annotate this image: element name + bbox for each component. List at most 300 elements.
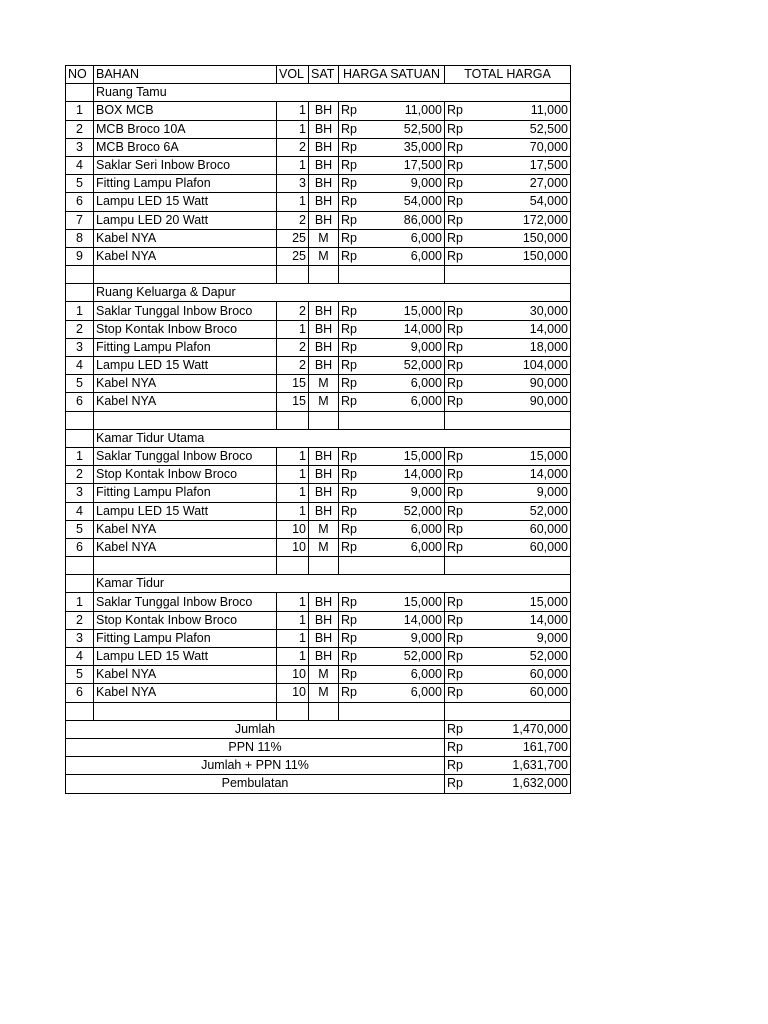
item-total-harga[interactable]: 54,000 bbox=[485, 193, 571, 211]
empty-row bbox=[66, 266, 571, 284]
item-sat[interactable]: BH bbox=[309, 138, 339, 156]
item-currency[interactable]: Rp bbox=[339, 648, 379, 666]
item-total-harga[interactable]: 18,000 bbox=[485, 338, 571, 356]
table-row bbox=[66, 338, 571, 356]
table-row bbox=[66, 156, 571, 174]
item-currency[interactable]: Rp bbox=[339, 193, 379, 211]
item-currency[interactable]: Rp bbox=[339, 211, 379, 229]
item-vol[interactable]: 2 bbox=[277, 338, 309, 356]
empty-row bbox=[66, 702, 571, 720]
item-harga-satuan[interactable]: 54,000 bbox=[379, 193, 445, 211]
item-currency[interactable]: Rp bbox=[339, 484, 379, 502]
empty-cell[interactable] bbox=[339, 557, 445, 575]
header-bahan[interactable]: BAHAN bbox=[94, 66, 277, 84]
item-vol[interactable]: 25 bbox=[277, 247, 309, 265]
empty-cell[interactable] bbox=[309, 702, 339, 720]
item-no[interactable]: 8 bbox=[66, 229, 94, 247]
item-harga-satuan[interactable]: 86,000 bbox=[379, 211, 445, 229]
item-total-harga[interactable]: 14,000 bbox=[485, 611, 571, 629]
item-currency[interactable]: Rp bbox=[339, 102, 379, 120]
empty-cell[interactable] bbox=[277, 411, 309, 429]
table-row bbox=[66, 120, 571, 138]
table-row bbox=[66, 648, 571, 666]
section-title[interactable]: Kamar Tidur Utama bbox=[94, 429, 571, 447]
item-vol[interactable]: 1 bbox=[277, 611, 309, 629]
item-harga-satuan[interactable]: 14,000 bbox=[379, 320, 445, 338]
item-no[interactable]: 5 bbox=[66, 520, 94, 538]
item-currency[interactable]: Rp bbox=[445, 611, 485, 629]
table-row bbox=[66, 357, 571, 375]
table-row bbox=[66, 375, 571, 393]
summary-row bbox=[66, 738, 571, 756]
item-harga-satuan[interactable]: 15,000 bbox=[379, 593, 445, 611]
item-harga-satuan[interactable]: 9,000 bbox=[379, 484, 445, 502]
item-sat[interactable]: BH bbox=[309, 302, 339, 320]
item-currency[interactable]: Rp bbox=[445, 484, 485, 502]
item-currency[interactable]: Rp bbox=[445, 502, 485, 520]
item-harga-satuan[interactable]: 52,000 bbox=[379, 502, 445, 520]
section-title[interactable]: Kamar Tidur bbox=[94, 575, 571, 593]
item-total-harga[interactable]: 52,000 bbox=[485, 648, 571, 666]
empty-cell[interactable] bbox=[94, 411, 277, 429]
item-currency[interactable]: Rp bbox=[339, 357, 379, 375]
item-no[interactable]: 3 bbox=[66, 629, 94, 647]
empty-cell[interactable] bbox=[277, 702, 309, 720]
item-total-harga[interactable]: 60,000 bbox=[485, 520, 571, 538]
item-bahan[interactable]: Fitting Lampu Plafon bbox=[94, 629, 277, 647]
item-vol[interactable]: 2 bbox=[277, 302, 309, 320]
item-harga-satuan[interactable]: 6,000 bbox=[379, 393, 445, 411]
item-no[interactable]: 4 bbox=[66, 357, 94, 375]
item-sat[interactable]: BH bbox=[309, 502, 339, 520]
empty-cell[interactable] bbox=[445, 266, 571, 284]
item-bahan[interactable]: Saklar Seri Inbow Broco bbox=[94, 156, 277, 174]
table-row bbox=[66, 193, 571, 211]
item-bahan[interactable]: Lampu LED 15 Watt bbox=[94, 648, 277, 666]
item-total-harga[interactable]: 150,000 bbox=[485, 229, 571, 247]
summary-currency[interactable]: Rp bbox=[445, 757, 485, 775]
item-bahan[interactable]: Stop Kontak Inbow Broco bbox=[94, 320, 277, 338]
item-currency[interactable]: Rp bbox=[339, 302, 379, 320]
item-bahan[interactable]: Kabel NYA bbox=[94, 247, 277, 265]
summary-value[interactable]: 1,470,000 bbox=[485, 720, 571, 738]
summary-label[interactable]: Jumlah + PPN 11% bbox=[66, 757, 445, 775]
item-total-harga[interactable]: 27,000 bbox=[485, 175, 571, 193]
item-bahan[interactable]: MCB Broco 6A bbox=[94, 138, 277, 156]
item-bahan[interactable]: Stop Kontak Inbow Broco bbox=[94, 466, 277, 484]
item-bahan[interactable]: Saklar Tunggal Inbow Broco bbox=[94, 302, 277, 320]
header-total-harga[interactable]: TOTAL HARGA bbox=[445, 66, 571, 84]
item-bahan[interactable]: Lampu LED 20 Watt bbox=[94, 211, 277, 229]
section-header-row bbox=[66, 284, 571, 302]
item-no[interactable]: 9 bbox=[66, 247, 94, 265]
item-harga-satuan[interactable]: 17,500 bbox=[379, 156, 445, 174]
item-total-harga[interactable]: 70,000 bbox=[485, 138, 571, 156]
item-vol[interactable]: 15 bbox=[277, 393, 309, 411]
item-no[interactable]: 1 bbox=[66, 447, 94, 465]
item-bahan[interactable]: Kabel NYA bbox=[94, 393, 277, 411]
item-sat[interactable]: BH bbox=[309, 611, 339, 629]
item-currency[interactable]: Rp bbox=[339, 629, 379, 647]
item-total-harga[interactable]: 15,000 bbox=[485, 447, 571, 465]
item-sat[interactable]: BH bbox=[309, 320, 339, 338]
item-vol[interactable]: 1 bbox=[277, 466, 309, 484]
summary-row bbox=[66, 720, 571, 738]
item-currency[interactable]: Rp bbox=[339, 611, 379, 629]
section-title[interactable]: Ruang Keluarga & Dapur bbox=[94, 284, 571, 302]
item-bahan[interactable]: Lampu LED 15 Watt bbox=[94, 502, 277, 520]
item-harga-satuan[interactable]: 9,000 bbox=[379, 338, 445, 356]
empty-cell[interactable] bbox=[309, 266, 339, 284]
item-total-harga[interactable]: 52,500 bbox=[485, 120, 571, 138]
item-vol[interactable]: 1 bbox=[277, 120, 309, 138]
item-sat[interactable]: BH bbox=[309, 466, 339, 484]
item-sat[interactable]: BH bbox=[309, 447, 339, 465]
empty-cell[interactable] bbox=[66, 702, 94, 720]
item-currency[interactable]: Rp bbox=[445, 375, 485, 393]
item-vol[interactable]: 1 bbox=[277, 593, 309, 611]
item-bahan[interactable]: Stop Kontak Inbow Broco bbox=[94, 611, 277, 629]
empty-cell[interactable] bbox=[94, 702, 277, 720]
table-row bbox=[66, 538, 571, 556]
table-row bbox=[66, 393, 571, 411]
item-total-harga[interactable]: 15,000 bbox=[485, 593, 571, 611]
empty-cell[interactable] bbox=[309, 411, 339, 429]
item-currency[interactable]: Rp bbox=[339, 175, 379, 193]
item-bahan[interactable]: Kabel NYA bbox=[94, 666, 277, 684]
item-sat[interactable]: BH bbox=[309, 156, 339, 174]
item-currency[interactable]: Rp bbox=[445, 156, 485, 174]
item-currency[interactable]: Rp bbox=[445, 120, 485, 138]
item-sat[interactable]: BH bbox=[309, 484, 339, 502]
item-no[interactable]: 2 bbox=[66, 120, 94, 138]
item-total-harga[interactable]: 90,000 bbox=[485, 375, 571, 393]
item-no[interactable]: 3 bbox=[66, 138, 94, 156]
section-blank-cell[interactable] bbox=[66, 429, 94, 447]
item-currency[interactable]: Rp bbox=[339, 393, 379, 411]
item-currency[interactable]: Rp bbox=[339, 156, 379, 174]
item-vol[interactable]: 1 bbox=[277, 447, 309, 465]
item-no[interactable]: 1 bbox=[66, 593, 94, 611]
item-vol[interactable]: 15 bbox=[277, 375, 309, 393]
item-sat[interactable]: BH bbox=[309, 593, 339, 611]
item-currency[interactable]: Rp bbox=[339, 375, 379, 393]
table-row bbox=[66, 684, 571, 702]
item-no[interactable]: 2 bbox=[66, 611, 94, 629]
empty-cell[interactable] bbox=[66, 266, 94, 284]
item-sat[interactable]: M bbox=[309, 684, 339, 702]
summary-value[interactable]: 161,700 bbox=[485, 738, 571, 756]
empty-cell[interactable] bbox=[66, 557, 94, 575]
item-sat[interactable]: BH bbox=[309, 648, 339, 666]
item-total-harga[interactable]: 150,000 bbox=[485, 247, 571, 265]
empty-row bbox=[66, 557, 571, 575]
empty-cell[interactable] bbox=[309, 557, 339, 575]
header-no[interactable]: NO bbox=[66, 66, 94, 84]
item-sat[interactable]: M bbox=[309, 666, 339, 684]
item-currency[interactable]: Rp bbox=[339, 538, 379, 556]
item-currency[interactable]: Rp bbox=[445, 302, 485, 320]
summary-label[interactable]: Pembulatan bbox=[66, 775, 445, 793]
table-row bbox=[66, 593, 571, 611]
item-vol[interactable]: 3 bbox=[277, 175, 309, 193]
item-harga-satuan[interactable]: 6,000 bbox=[379, 247, 445, 265]
item-harga-satuan[interactable]: 11,000 bbox=[379, 102, 445, 120]
item-sat[interactable]: M bbox=[309, 520, 339, 538]
header-harga-satuan[interactable]: HARGA SATUAN bbox=[339, 66, 445, 84]
item-currency[interactable]: Rp bbox=[445, 520, 485, 538]
item-currency[interactable]: Rp bbox=[339, 320, 379, 338]
empty-cell[interactable] bbox=[445, 411, 571, 429]
item-currency[interactable]: Rp bbox=[445, 648, 485, 666]
item-bahan[interactable]: Kabel NYA bbox=[94, 375, 277, 393]
item-vol[interactable]: 1 bbox=[277, 156, 309, 174]
item-sat[interactable]: BH bbox=[309, 211, 339, 229]
item-no[interactable]: 5 bbox=[66, 666, 94, 684]
item-total-harga[interactable]: 9,000 bbox=[485, 629, 571, 647]
item-currency[interactable]: Rp bbox=[339, 447, 379, 465]
item-currency[interactable]: Rp bbox=[445, 666, 485, 684]
item-sat[interactable]: M bbox=[309, 229, 339, 247]
item-currency[interactable]: Rp bbox=[339, 593, 379, 611]
item-harga-satuan[interactable]: 15,000 bbox=[379, 302, 445, 320]
empty-cell[interactable] bbox=[339, 411, 445, 429]
item-currency[interactable]: Rp bbox=[445, 629, 485, 647]
table-row bbox=[66, 229, 571, 247]
item-bahan[interactable]: Kabel NYA bbox=[94, 229, 277, 247]
item-currency[interactable]: Rp bbox=[445, 320, 485, 338]
item-bahan[interactable]: Kabel NYA bbox=[94, 520, 277, 538]
item-harga-satuan[interactable]: 35,000 bbox=[379, 138, 445, 156]
empty-cell[interactable] bbox=[445, 557, 571, 575]
item-currency[interactable]: Rp bbox=[445, 211, 485, 229]
item-vol[interactable]: 1 bbox=[277, 193, 309, 211]
item-vol[interactable]: 10 bbox=[277, 538, 309, 556]
table-row bbox=[66, 484, 571, 502]
item-currency[interactable]: Rp bbox=[445, 447, 485, 465]
item-harga-satuan[interactable]: 6,000 bbox=[379, 666, 445, 684]
item-sat[interactable]: M bbox=[309, 247, 339, 265]
header-vol[interactable]: VOL bbox=[277, 66, 309, 84]
item-total-harga[interactable]: 14,000 bbox=[485, 320, 571, 338]
item-no[interactable]: 6 bbox=[66, 393, 94, 411]
item-currency[interactable]: Rp bbox=[445, 357, 485, 375]
item-bahan[interactable]: Fitting Lampu Plafon bbox=[94, 484, 277, 502]
item-bahan[interactable]: Saklar Tunggal Inbow Broco bbox=[94, 593, 277, 611]
item-no[interactable]: 3 bbox=[66, 338, 94, 356]
item-harga-satuan[interactable]: 9,000 bbox=[379, 175, 445, 193]
item-bahan[interactable]: Lampu LED 15 Watt bbox=[94, 193, 277, 211]
item-sat[interactable]: M bbox=[309, 393, 339, 411]
item-no[interactable]: 4 bbox=[66, 648, 94, 666]
item-vol[interactable]: 2 bbox=[277, 357, 309, 375]
item-sat[interactable]: BH bbox=[309, 120, 339, 138]
table-row bbox=[66, 629, 571, 647]
table-row bbox=[66, 466, 571, 484]
item-sat[interactable]: BH bbox=[309, 193, 339, 211]
item-currency[interactable]: Rp bbox=[339, 229, 379, 247]
item-harga-satuan[interactable]: 6,000 bbox=[379, 538, 445, 556]
empty-cell[interactable] bbox=[277, 266, 309, 284]
item-bahan[interactable]: Kabel NYA bbox=[94, 684, 277, 702]
section-header-row bbox=[66, 84, 571, 102]
item-harga-satuan[interactable]: 52,000 bbox=[379, 648, 445, 666]
item-currency[interactable]: Rp bbox=[339, 120, 379, 138]
item-currency[interactable]: Rp bbox=[445, 175, 485, 193]
item-total-harga[interactable]: 30,000 bbox=[485, 302, 571, 320]
item-vol[interactable]: 2 bbox=[277, 211, 309, 229]
item-currency[interactable]: Rp bbox=[445, 247, 485, 265]
item-sat[interactable]: BH bbox=[309, 629, 339, 647]
item-bahan[interactable]: Lampu LED 15 Watt bbox=[94, 357, 277, 375]
item-currency[interactable]: Rp bbox=[445, 593, 485, 611]
item-no[interactable]: 6 bbox=[66, 193, 94, 211]
item-no[interactable]: 2 bbox=[66, 320, 94, 338]
section-blank-cell[interactable] bbox=[66, 84, 94, 102]
item-sat[interactable]: BH bbox=[309, 175, 339, 193]
item-total-harga[interactable]: 90,000 bbox=[485, 393, 571, 411]
item-vol[interactable]: 1 bbox=[277, 629, 309, 647]
summary-currency[interactable]: Rp bbox=[445, 775, 485, 793]
item-currency[interactable]: Rp bbox=[339, 338, 379, 356]
header-row bbox=[66, 66, 571, 84]
item-total-harga[interactable]: 11,000 bbox=[485, 102, 571, 120]
item-currency[interactable]: Rp bbox=[445, 466, 485, 484]
item-vol[interactable]: 2 bbox=[277, 138, 309, 156]
item-currency[interactable]: Rp bbox=[445, 229, 485, 247]
item-no[interactable]: 5 bbox=[66, 175, 94, 193]
item-currency[interactable]: Rp bbox=[445, 393, 485, 411]
table-body bbox=[66, 66, 571, 794]
item-harga-satuan[interactable]: 6,000 bbox=[379, 684, 445, 702]
item-vol[interactable]: 1 bbox=[277, 102, 309, 120]
item-no[interactable]: 1 bbox=[66, 302, 94, 320]
item-currency[interactable]: Rp bbox=[339, 502, 379, 520]
item-currency[interactable]: Rp bbox=[339, 684, 379, 702]
item-currency[interactable]: Rp bbox=[339, 466, 379, 484]
item-total-harga[interactable]: 60,000 bbox=[485, 666, 571, 684]
item-currency[interactable]: Rp bbox=[445, 102, 485, 120]
table-row bbox=[66, 175, 571, 193]
item-total-harga[interactable]: 60,000 bbox=[485, 684, 571, 702]
summary-row bbox=[66, 775, 571, 793]
summary-currency[interactable]: Rp bbox=[445, 738, 485, 756]
item-currency[interactable]: Rp bbox=[339, 666, 379, 684]
item-harga-satuan[interactable]: 9,000 bbox=[379, 629, 445, 647]
item-no[interactable]: 2 bbox=[66, 466, 94, 484]
item-harga-satuan[interactable]: 14,000 bbox=[379, 466, 445, 484]
summary-label[interactable]: PPN 11% bbox=[66, 738, 445, 756]
item-vol[interactable]: 1 bbox=[277, 502, 309, 520]
item-no[interactable]: 1 bbox=[66, 102, 94, 120]
item-currency[interactable]: Rp bbox=[445, 193, 485, 211]
summary-currency[interactable]: Rp bbox=[445, 720, 485, 738]
item-total-harga[interactable]: 60,000 bbox=[485, 538, 571, 556]
item-bahan[interactable]: Fitting Lampu Plafon bbox=[94, 338, 277, 356]
item-vol[interactable]: 25 bbox=[277, 229, 309, 247]
item-total-harga[interactable]: 17,500 bbox=[485, 156, 571, 174]
empty-cell[interactable] bbox=[94, 557, 277, 575]
item-no[interactable]: 4 bbox=[66, 502, 94, 520]
cost-estimate-table bbox=[65, 65, 571, 794]
item-sat[interactable]: BH bbox=[309, 338, 339, 356]
item-harga-satuan[interactable]: 52,500 bbox=[379, 120, 445, 138]
table-row bbox=[66, 302, 571, 320]
item-no[interactable]: 6 bbox=[66, 684, 94, 702]
empty-cell[interactable] bbox=[339, 266, 445, 284]
item-sat[interactable]: M bbox=[309, 375, 339, 393]
item-currency[interactable]: Rp bbox=[339, 247, 379, 265]
item-no[interactable]: 6 bbox=[66, 538, 94, 556]
section-blank-cell[interactable] bbox=[66, 575, 94, 593]
item-harga-satuan[interactable]: 6,000 bbox=[379, 229, 445, 247]
item-total-harga[interactable]: 52,000 bbox=[485, 502, 571, 520]
item-no[interactable]: 5 bbox=[66, 375, 94, 393]
section-title[interactable]: Ruang Tamu bbox=[94, 84, 571, 102]
empty-cell[interactable] bbox=[339, 702, 445, 720]
table-row bbox=[66, 138, 571, 156]
table-row bbox=[66, 211, 571, 229]
item-total-harga[interactable]: 14,000 bbox=[485, 466, 571, 484]
table-row bbox=[66, 520, 571, 538]
header-sat[interactable]: SAT bbox=[309, 66, 339, 84]
summary-value[interactable]: 1,631,700 bbox=[485, 757, 571, 775]
item-harga-satuan[interactable]: 6,000 bbox=[379, 375, 445, 393]
table-row bbox=[66, 502, 571, 520]
item-bahan[interactable]: Fitting Lampu Plafon bbox=[94, 175, 277, 193]
item-sat[interactable]: M bbox=[309, 538, 339, 556]
item-bahan[interactable]: Saklar Tunggal Inbow Broco bbox=[94, 447, 277, 465]
item-harga-satuan[interactable]: 14,000 bbox=[379, 611, 445, 629]
item-total-harga[interactable]: 9,000 bbox=[485, 484, 571, 502]
empty-cell[interactable] bbox=[66, 411, 94, 429]
item-bahan[interactable]: BOX MCB bbox=[94, 102, 277, 120]
item-harga-satuan[interactable]: 6,000 bbox=[379, 520, 445, 538]
item-currency[interactable]: Rp bbox=[445, 538, 485, 556]
item-currency[interactable]: Rp bbox=[445, 138, 485, 156]
empty-cell[interactable] bbox=[94, 266, 277, 284]
section-blank-cell[interactable] bbox=[66, 284, 94, 302]
item-currency[interactable]: Rp bbox=[339, 520, 379, 538]
item-vol[interactable]: 10 bbox=[277, 684, 309, 702]
item-harga-satuan[interactable]: 52,000 bbox=[379, 357, 445, 375]
item-vol[interactable]: 1 bbox=[277, 648, 309, 666]
empty-cell[interactable] bbox=[445, 702, 571, 720]
item-harga-satuan[interactable]: 15,000 bbox=[379, 447, 445, 465]
item-currency[interactable]: Rp bbox=[445, 338, 485, 356]
section-header-row bbox=[66, 429, 571, 447]
item-no[interactable]: 4 bbox=[66, 156, 94, 174]
item-no[interactable]: 3 bbox=[66, 484, 94, 502]
item-currency[interactable]: Rp bbox=[445, 684, 485, 702]
item-total-harga[interactable]: 172,000 bbox=[485, 211, 571, 229]
item-bahan[interactable]: MCB Broco 10A bbox=[94, 120, 277, 138]
item-sat[interactable]: BH bbox=[309, 102, 339, 120]
item-vol[interactable]: 10 bbox=[277, 520, 309, 538]
summary-value[interactable]: 1,632,000 bbox=[485, 775, 571, 793]
item-total-harga[interactable]: 104,000 bbox=[485, 357, 571, 375]
item-vol[interactable]: 1 bbox=[277, 320, 309, 338]
item-sat[interactable]: BH bbox=[309, 357, 339, 375]
item-vol[interactable]: 10 bbox=[277, 666, 309, 684]
item-vol[interactable]: 1 bbox=[277, 484, 309, 502]
summary-label[interactable]: Jumlah bbox=[66, 720, 445, 738]
empty-cell[interactable] bbox=[277, 557, 309, 575]
item-no[interactable]: 7 bbox=[66, 211, 94, 229]
item-currency[interactable]: Rp bbox=[339, 138, 379, 156]
table-row bbox=[66, 666, 571, 684]
item-bahan[interactable]: Kabel NYA bbox=[94, 538, 277, 556]
